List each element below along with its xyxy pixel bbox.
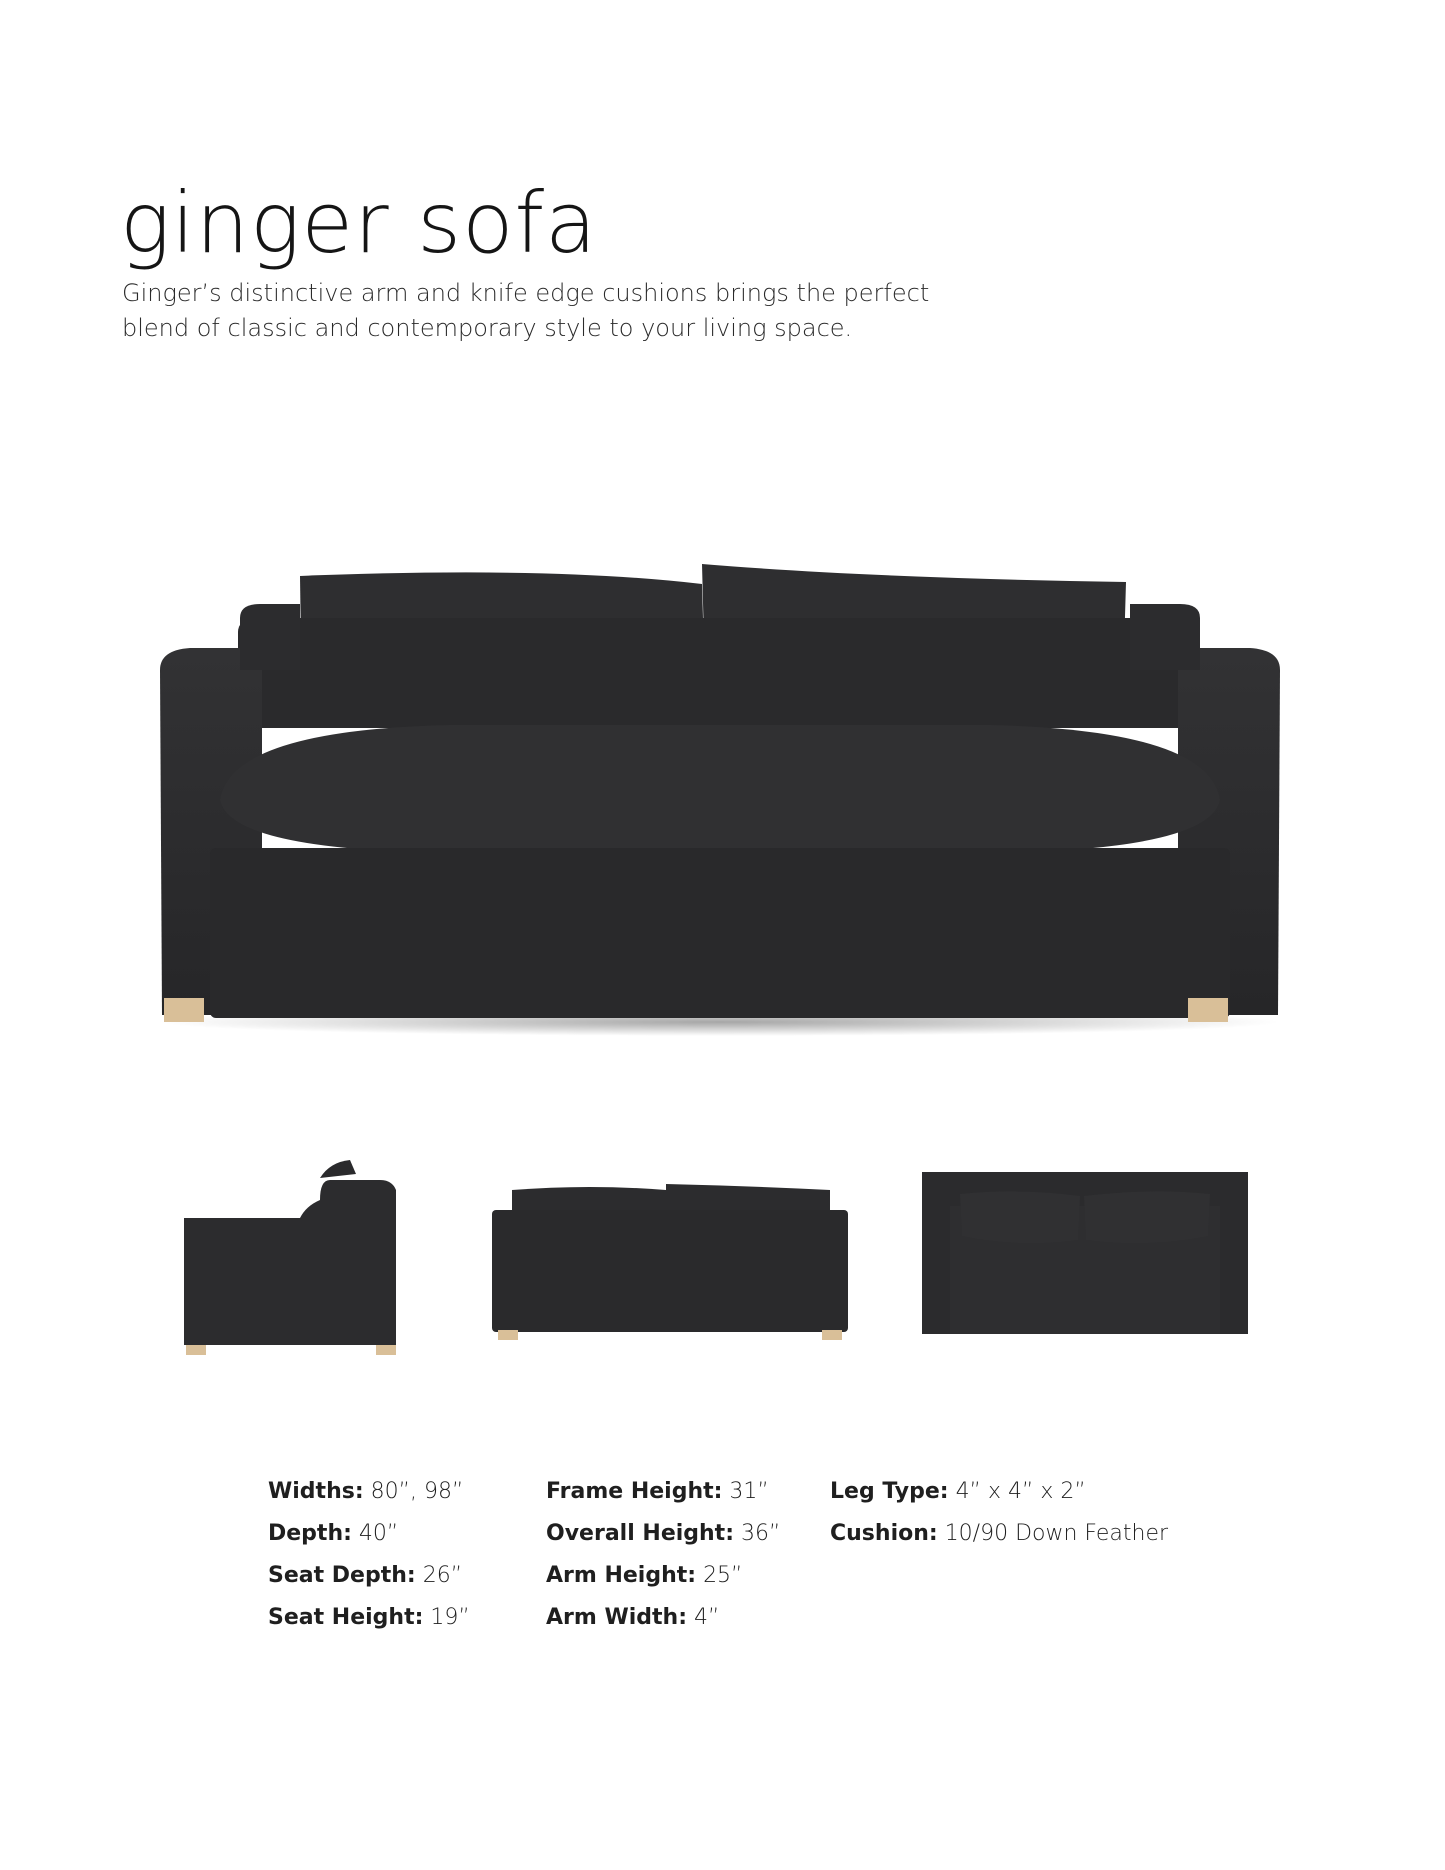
sofa-side-image	[180, 1160, 400, 1360]
spec-arm-width: Arm Width: 4”	[546, 1605, 720, 1630]
page-title: ginger sofa	[120, 174, 598, 273]
sofa-top-image	[920, 1170, 1250, 1340]
product-description: Ginger’s distinctive arm and knife edge cushions brings the perfect blend of classic and contemporary style to your living space.	[122, 279, 930, 342]
spec-depth: Depth: 40”	[268, 1521, 399, 1546]
spec-arm-height: Arm Height: 25”	[546, 1563, 743, 1588]
spec-seat-height: Seat Height: 19”	[268, 1605, 470, 1630]
spec-leg-type: Leg Type: 4” x 4” x 2”	[830, 1479, 1086, 1504]
spec-frame-height: Frame Height: 31”	[546, 1479, 769, 1504]
spec-column-2	[546, 1480, 830, 1630]
spec-overall-height: Overall Height: 36”	[546, 1521, 781, 1546]
spec-column-3	[830, 1480, 1230, 1630]
spec-column-1	[268, 1480, 546, 1630]
spec-widths: Widths: 80”, 98”	[268, 1479, 464, 1504]
sofa-back-image	[490, 1180, 850, 1350]
spec-table	[268, 1480, 1268, 1630]
spec-cushion: Cushion: 10/90 Down Feather	[830, 1521, 1169, 1546]
sofa-front-image	[150, 560, 1290, 1040]
spec-seat-depth: Seat Depth: 26”	[268, 1563, 463, 1588]
